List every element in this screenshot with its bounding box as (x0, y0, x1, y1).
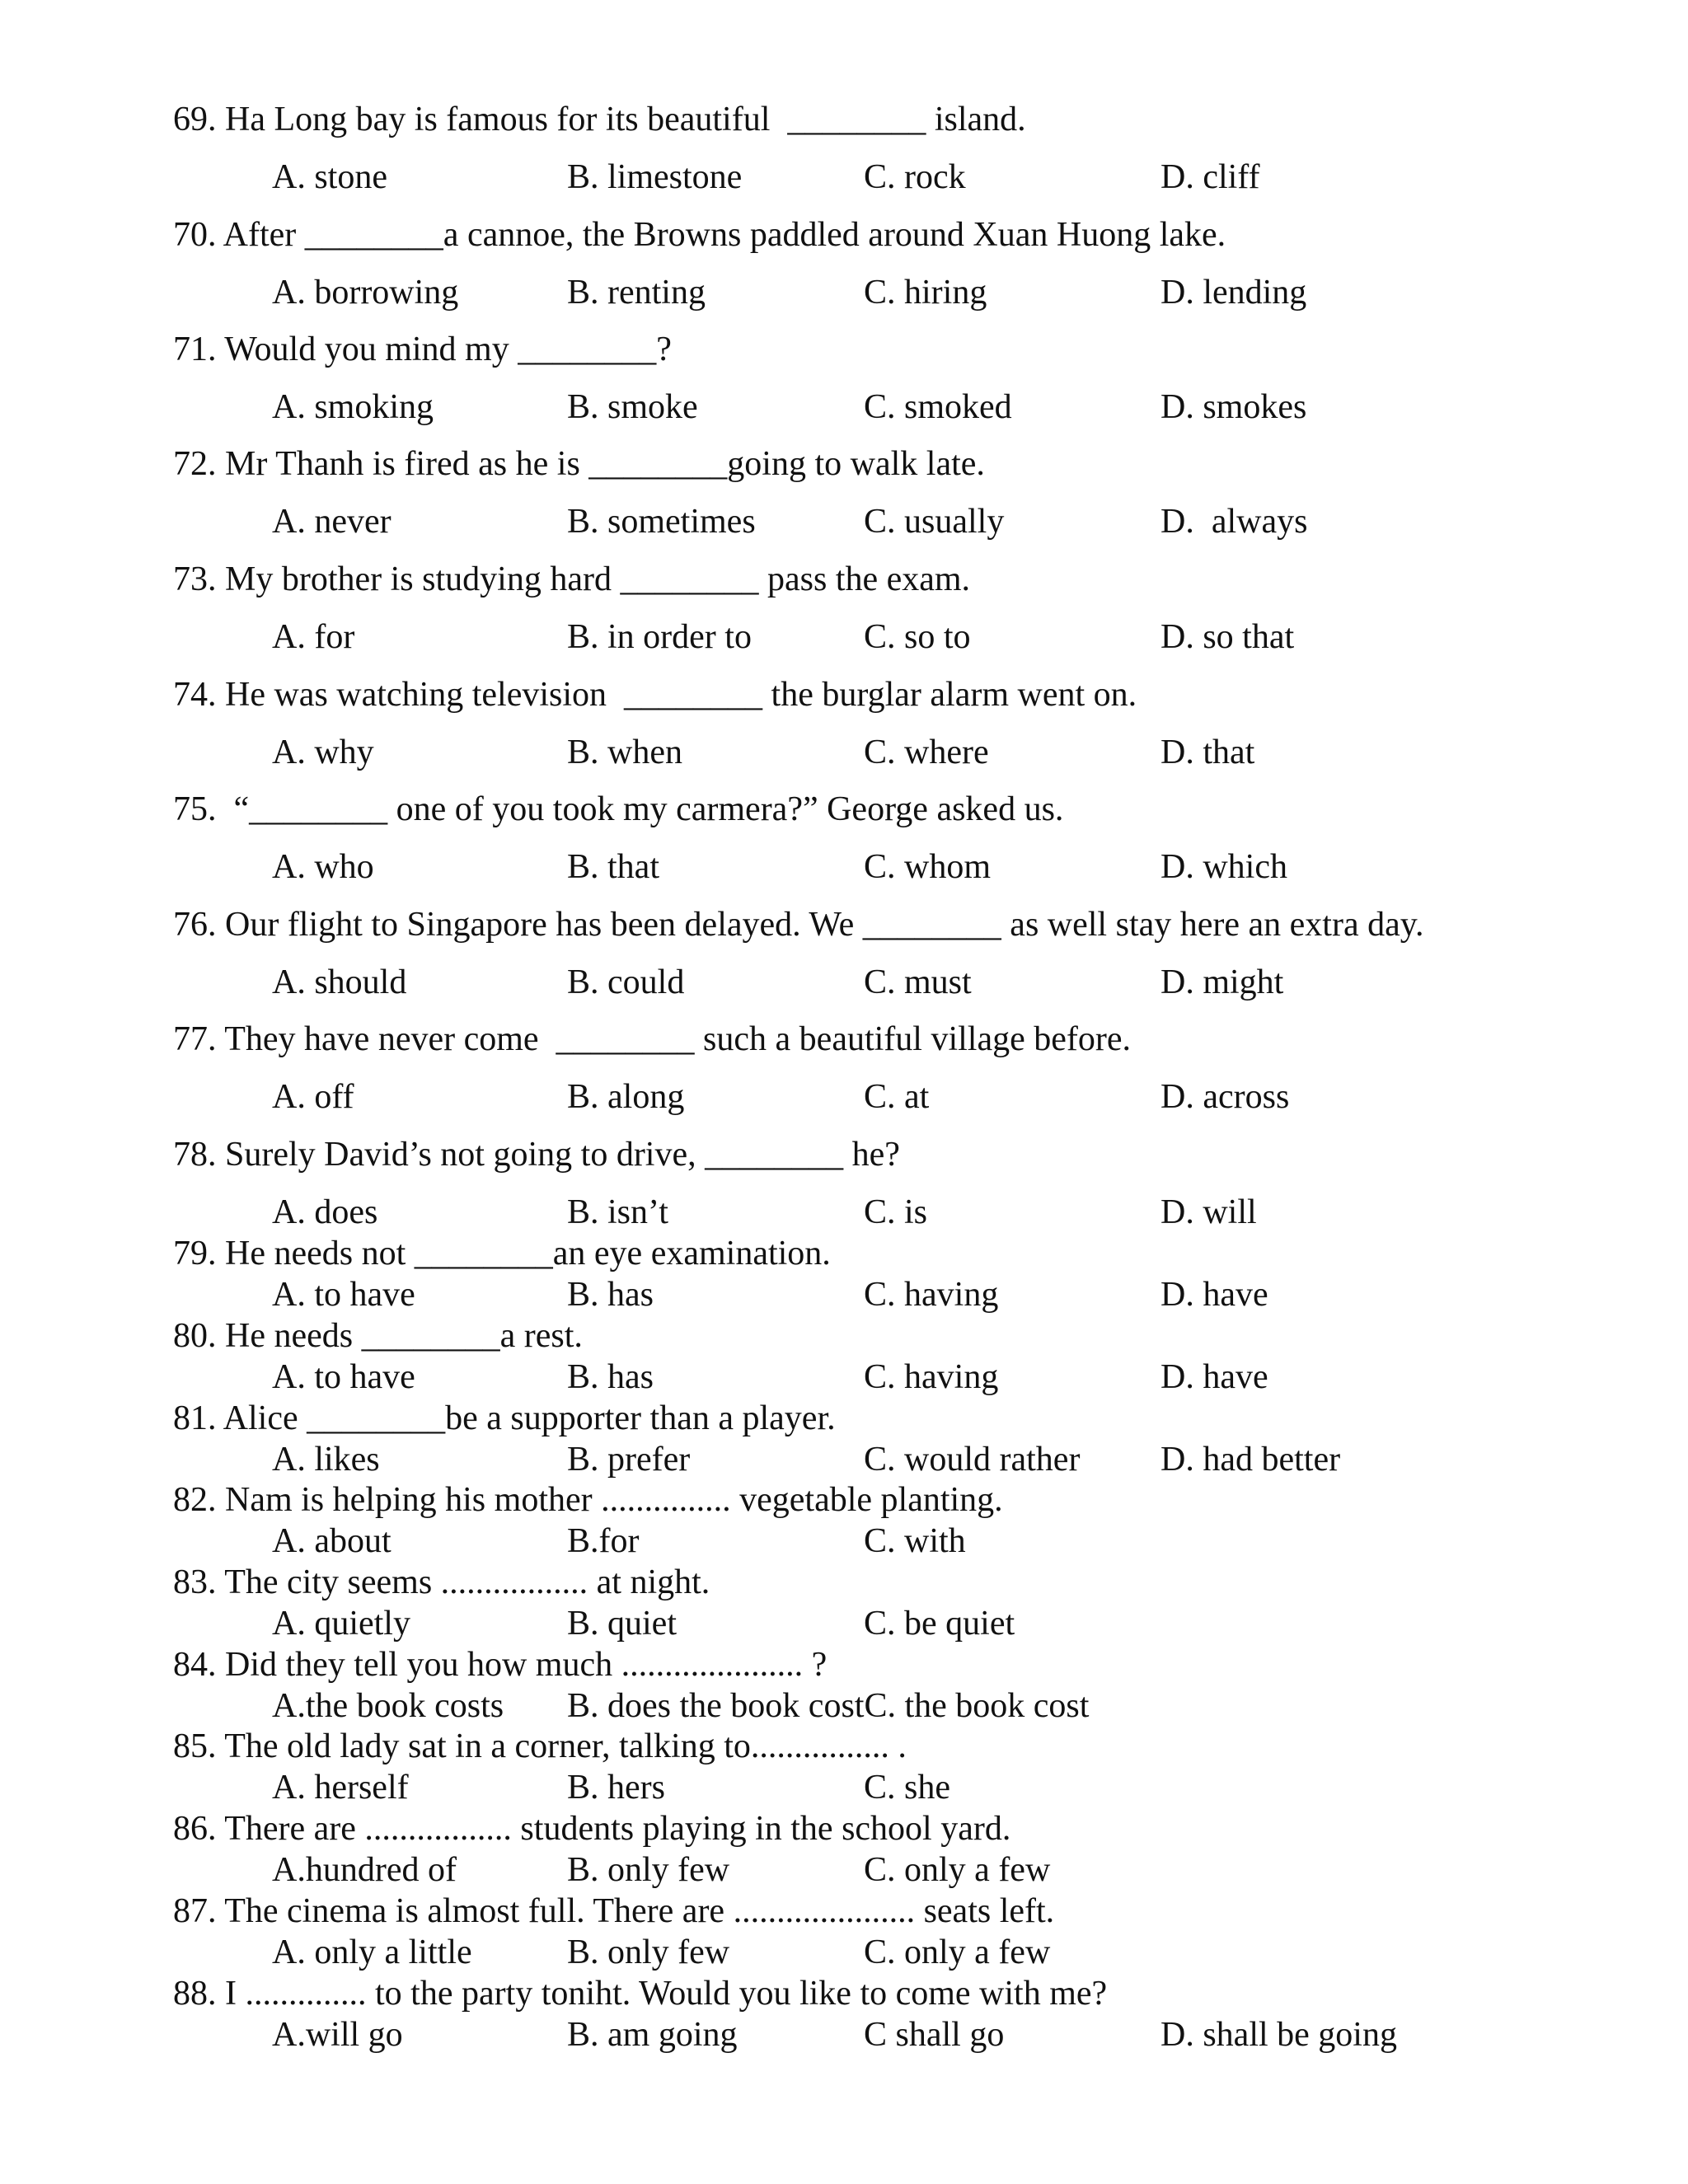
option-87-b: B. only few (567, 1933, 730, 1971)
option-87-c: C. only a few (864, 1933, 1051, 1971)
question-83: 83. The city seems ................. at night. (173, 1563, 710, 1601)
option-82-c: C. with (864, 1522, 966, 1560)
question-73: 73. My brother is studying hard ________ pass the exam. (173, 560, 971, 598)
option-72-b: B. sometimes (567, 503, 756, 541)
option-88-a: A.will go (272, 2016, 403, 2054)
option-76-c: C. must (864, 963, 972, 1001)
option-76-d: D. might (1160, 963, 1284, 1001)
option-81-d: D. had better (1160, 1441, 1341, 1479)
option-86-a: A.hundred of (272, 1851, 457, 1889)
option-79-d: D. have (1160, 1276, 1268, 1314)
option-73-d: D. so that (1160, 618, 1295, 656)
option-78-a: A. does (272, 1193, 378, 1231)
question-88: 88. I .............. to the party toniht. Would you like to come with me? (173, 1975, 1108, 2013)
option-79-b: B. has (567, 1276, 654, 1314)
option-87-a: A. only a little (272, 1933, 472, 1971)
option-69-b: B. limestone (567, 158, 743, 196)
question-85: 85. The old lady sat in a corner, talking to................ . (173, 1727, 907, 1765)
option-86-c: C. only a few (864, 1851, 1051, 1889)
question-82: 82. Nam is helping his mother ............... vegetable planting. (173, 1481, 1003, 1519)
option-74-d: D. that (1160, 733, 1255, 771)
option-77-c: C. at (864, 1078, 930, 1116)
question-79: 79. He needs not ________an eye examination. (173, 1235, 831, 1272)
option-71-d: D. smokes (1160, 388, 1307, 426)
option-88-b: B. am going (567, 2016, 738, 2054)
question-87: 87. The cinema is almost full. There are ..................... seats left. (173, 1892, 1055, 1930)
option-88-d: D. shall be going (1160, 2016, 1397, 2054)
option-81-c: C. would rather (864, 1441, 1081, 1479)
option-79-a: A. to have (272, 1276, 415, 1314)
option-69-c: C. rock (864, 158, 966, 196)
option-75-c: C. whom (864, 848, 992, 886)
option-69-a: A. stone (272, 158, 387, 196)
option-78-d: D. will (1160, 1193, 1257, 1231)
option-71-b: B. smoke (567, 388, 698, 426)
option-73-c: C. so to (864, 618, 971, 656)
option-81-b: B. prefer (567, 1441, 691, 1479)
option-74-c: C. where (864, 733, 989, 771)
option-70-a: A. borrowing (272, 274, 459, 312)
option-80-c: C. having (864, 1358, 999, 1396)
option-86-b: B. only few (567, 1851, 730, 1889)
option-82-b: B.for (567, 1522, 640, 1560)
question-84: 84. Did they tell you how much ..................... ? (173, 1646, 828, 1684)
option-76-b: B. could (567, 963, 685, 1001)
question-70: 70. After ________a cannoe, the Browns paddled around Xuan Huong lake. (173, 216, 1226, 254)
question-75: 75. “________ one of you took my carmera?” George asked us. (173, 790, 1064, 828)
option-77-d: D. across (1160, 1078, 1290, 1116)
question-74: 74. He was watching television ________ the burglar alarm went on. (173, 676, 1137, 714)
option-70-b: B. renting (567, 274, 706, 312)
question-77: 77. They have never come ________ such a beautiful village before. (173, 1020, 1131, 1058)
option-73-b: B. in order to (567, 618, 752, 656)
option-82-a: A. about (272, 1522, 392, 1560)
question-76: 76. Our flight to Singapore has been delayed. We ________ as well stay here an extra day. (173, 906, 1424, 944)
option-83-a: A. quietly (272, 1605, 410, 1643)
option-85-c: C. she (864, 1769, 950, 1807)
option-72-a: A. never (272, 503, 392, 541)
option-84-b: B. does the book costC. the book cost (567, 1687, 1090, 1725)
option-80-a: A. to have (272, 1358, 415, 1396)
option-74-a: A. why (272, 733, 374, 771)
question-81: 81. Alice ________be a supporter than a player. (173, 1399, 836, 1437)
option-83-b: B. quiet (567, 1605, 677, 1643)
option-85-b: B. hers (567, 1769, 665, 1807)
option-72-d: D. always (1160, 503, 1308, 541)
question-72: 72. Mr Thanh is fired as he is ________going to walk late. (173, 445, 985, 483)
option-74-b: B. when (567, 733, 682, 771)
option-72-c: C. usually (864, 503, 1005, 541)
question-86: 86. There are ................. students playing in the school yard. (173, 1810, 1011, 1848)
option-75-a: A. who (272, 848, 374, 886)
option-88-c: C shall go (864, 2016, 1005, 2054)
option-71-a: A. smoking (272, 388, 434, 426)
option-71-c: C. smoked (864, 388, 1012, 426)
option-75-d: D. which (1160, 848, 1287, 886)
option-70-d: D. lending (1160, 274, 1307, 312)
option-80-b: B. has (567, 1358, 654, 1396)
option-78-c: C. is (864, 1193, 928, 1231)
option-70-c: C. hiring (864, 274, 987, 312)
option-77-b: B. along (567, 1078, 685, 1116)
option-83-c: C. be quiet (864, 1605, 1015, 1643)
question-80: 80. He needs ________a rest. (173, 1317, 583, 1355)
option-75-b: B. that (567, 848, 659, 886)
option-80-d: D. have (1160, 1358, 1268, 1396)
question-71: 71. Would you mind my ________? (173, 330, 672, 368)
option-84-a: A.the book costs (272, 1687, 504, 1725)
option-77-a: A. off (272, 1078, 354, 1116)
question-69: 69. Ha Long bay is famous for its beautiful ________ island. (173, 101, 1026, 138)
option-76-a: A. should (272, 963, 407, 1001)
option-85-a: A. herself (272, 1769, 409, 1807)
option-73-a: A. for (272, 618, 355, 656)
option-79-c: C. having (864, 1276, 999, 1314)
option-69-d: D. cliff (1160, 158, 1260, 196)
option-78-b: B. isn’t (567, 1193, 668, 1231)
question-78: 78. Surely David’s not going to drive, ________ he? (173, 1136, 900, 1174)
option-81-a: A. likes (272, 1441, 380, 1479)
